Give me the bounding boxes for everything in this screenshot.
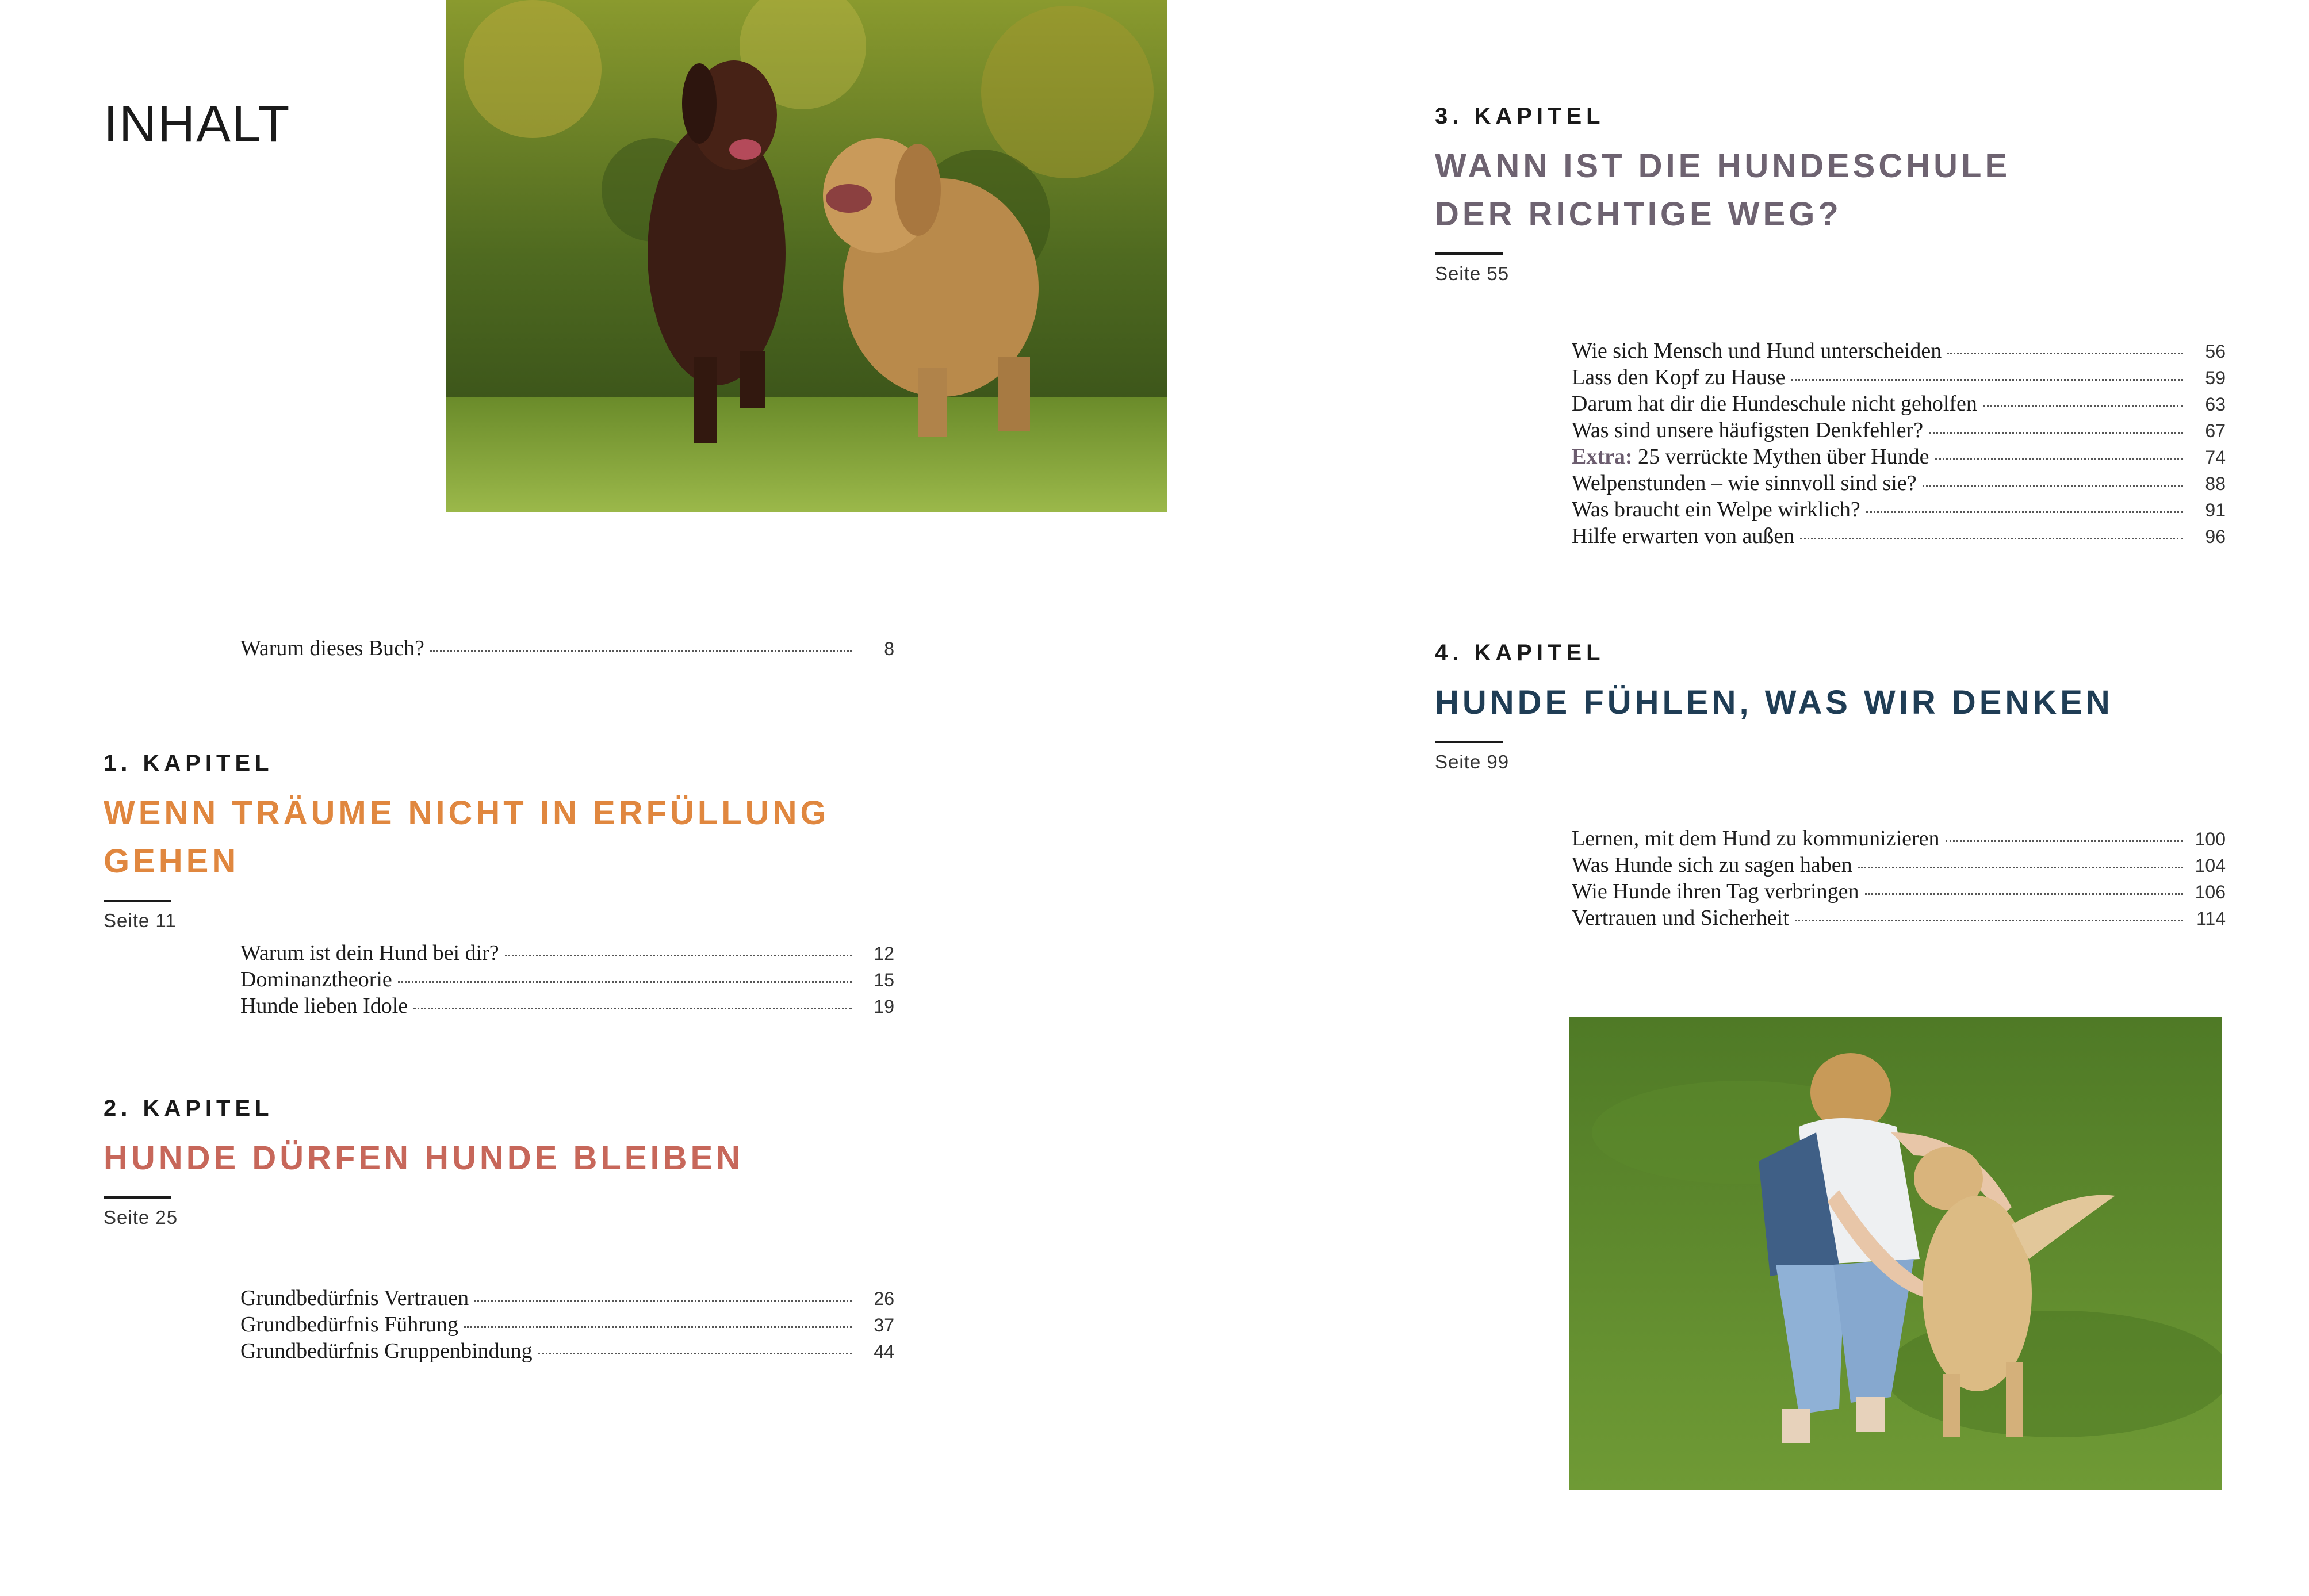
toc-entry-page: 12 bbox=[874, 943, 894, 964]
chapter-2-entries bbox=[240, 1285, 894, 1364]
toc-entry[interactable] bbox=[1572, 523, 2226, 549]
toc-entry-page: 74 bbox=[2205, 447, 2226, 468]
woman-dog-illustration bbox=[1569, 1017, 2222, 1490]
toc-intro[interactable] bbox=[240, 635, 894, 661]
chapter-title: HUNDE DÜRFEN HUNDE BLEIBEN bbox=[104, 1139, 744, 1177]
chapter-title: HUNDE FÜHLEN, WAS WIR DENKEN bbox=[1435, 684, 2113, 721]
chapter-label: 1. KAPITEL bbox=[104, 751, 274, 776]
leader-dots bbox=[538, 1353, 852, 1354]
toc-entry[interactable] bbox=[240, 940, 894, 966]
chapter-rule bbox=[1435, 252, 1503, 255]
chapter-2 bbox=[104, 1096, 920, 1228]
toc-entry-title: Was braucht ein Welpe wirklich? bbox=[1572, 497, 1860, 522]
chapter-page-label: Seite 55 bbox=[1435, 263, 1510, 284]
chapter-4 bbox=[1435, 640, 2240, 773]
toc-entry-page: 114 bbox=[2196, 908, 2226, 929]
toc-entry-page: 59 bbox=[2205, 368, 2226, 388]
toc-entry-page: 96 bbox=[2205, 526, 2226, 547]
chapter-page-label: Seite 25 bbox=[104, 1207, 178, 1228]
toc-entry-page: 63 bbox=[2205, 394, 2226, 415]
leader-dots bbox=[1929, 432, 2183, 434]
toc-entry-title: Hunde lieben Idole bbox=[240, 994, 408, 1018]
leader-dots bbox=[1800, 538, 2183, 539]
leader-dots bbox=[464, 1326, 852, 1328]
leader-dots bbox=[1791, 379, 2183, 381]
toc-entry[interactable] bbox=[240, 635, 894, 661]
toc-entry[interactable] bbox=[240, 1338, 894, 1364]
toc-entry-title: Was sind unsere häufigsten Denkfehler? bbox=[1572, 418, 1924, 442]
toc-entry[interactable] bbox=[1572, 417, 2226, 443]
toc-entry-page: 104 bbox=[2195, 855, 2226, 876]
chapter-4-entries bbox=[1572, 825, 2226, 931]
toc-entry-title bbox=[1572, 443, 1929, 470]
leader-dots bbox=[1983, 405, 2183, 407]
leader-dots bbox=[474, 1300, 852, 1302]
dogs-illustration bbox=[446, 0, 1167, 512]
toc-entry-title: Wie Hunde ihren Tag verbringen bbox=[1572, 879, 1859, 904]
toc-entry-page: 26 bbox=[874, 1288, 894, 1309]
toc-entry-page: 106 bbox=[2195, 882, 2226, 902]
toc-entry-title: Lass den Kopf zu Hause bbox=[1572, 365, 1786, 389]
chapter-1-entries bbox=[240, 940, 894, 1019]
toc-entry[interactable] bbox=[1572, 878, 2226, 905]
toc-entry-page: 19 bbox=[874, 996, 894, 1017]
chapter-rule bbox=[104, 1196, 171, 1199]
photo-two-dogs-running bbox=[446, 0, 1167, 512]
chapter-3 bbox=[1435, 104, 2240, 285]
leader-dots bbox=[1795, 920, 2183, 921]
toc-entry[interactable] bbox=[240, 966, 894, 993]
leader-dots bbox=[1946, 840, 2184, 842]
toc-entry[interactable] bbox=[1572, 496, 2226, 523]
toc-entry[interactable] bbox=[1572, 391, 2226, 417]
photo-woman-with-dog bbox=[1569, 1017, 2222, 1490]
chapter-label: 2. KAPITEL bbox=[104, 1096, 274, 1121]
toc-entry-title: Lernen, mit dem Hund zu kommunizieren bbox=[1572, 826, 1940, 851]
toc-entry-title: Warum ist dein Hund bei dir? bbox=[240, 941, 499, 965]
leader-dots bbox=[1865, 893, 2184, 895]
toc-entry[interactable] bbox=[1572, 443, 2226, 470]
toc-entry-page: 56 bbox=[2205, 341, 2226, 362]
leader-dots bbox=[1923, 485, 2183, 487]
toc-entry-title-text: 25 verrückte Mythen über Hunde bbox=[1632, 445, 1929, 469]
leader-dots bbox=[505, 955, 852, 956]
leader-dots bbox=[1947, 353, 2183, 354]
toc-entry[interactable] bbox=[240, 993, 894, 1019]
leader-dots bbox=[1935, 458, 2183, 460]
toc-entry-page: 37 bbox=[874, 1315, 894, 1335]
toc-entry-title: Was Hunde sich zu sagen haben bbox=[1572, 853, 1852, 877]
toc-entry-title: Warum dieses Buch? bbox=[240, 636, 424, 660]
leader-dots bbox=[1858, 867, 2183, 868]
chapter-3-entries bbox=[1572, 338, 2226, 549]
leader-dots bbox=[430, 650, 852, 652]
toc-entry-title: Vertrauen und Sicherheit bbox=[1572, 906, 1789, 930]
chapter-label: 4. KAPITEL bbox=[1435, 640, 1605, 665]
chapter-rule bbox=[104, 900, 171, 902]
toc-entry[interactable] bbox=[1572, 338, 2226, 364]
toc-entry-page: 15 bbox=[874, 970, 894, 990]
toc-entry[interactable] bbox=[1572, 364, 2226, 391]
toc-entry-title: Dominanztheorie bbox=[240, 967, 392, 992]
toc-entry[interactable] bbox=[240, 1285, 894, 1311]
chapter-page-label: Seite 99 bbox=[1435, 751, 1510, 772]
chapter-page-label: Seite 11 bbox=[104, 910, 177, 931]
toc-entry-page: 44 bbox=[874, 1341, 894, 1362]
toc-entry-title: Grundbedürfnis Gruppenbindung bbox=[240, 1339, 533, 1363]
toc-entry-title: Grundbedürfnis Führung bbox=[240, 1312, 458, 1337]
toc-entry-title: Welpenstunden – wie sinnvoll sind sie? bbox=[1572, 471, 1917, 495]
toc-entry-page: 67 bbox=[2205, 420, 2226, 441]
chapter-title: WENN TRÄUME NICHT IN ERFÜLLUNG GEHEN bbox=[104, 794, 830, 880]
chapter-rule bbox=[1435, 741, 1503, 743]
toc-entry-page: 88 bbox=[2205, 473, 2226, 494]
toc-entry-page: 91 bbox=[2205, 500, 2226, 520]
toc-entry-page: 8 bbox=[884, 638, 894, 659]
chapter-title-line-2: DER RICHTIGE WEG? bbox=[1435, 196, 1842, 233]
toc-entry-title: Grundbedürfnis Vertrauen bbox=[240, 1286, 469, 1310]
toc-entry[interactable] bbox=[1572, 852, 2226, 878]
toc-entry-title: Hilfe erwarten von außen bbox=[1572, 524, 1795, 548]
toc-entry-title: Wie sich Mensch und Hund unterscheiden bbox=[1572, 339, 1942, 363]
toc-entry-page: 100 bbox=[2195, 829, 2226, 849]
leader-dots bbox=[398, 981, 852, 983]
extra-prefix: Extra: bbox=[1572, 445, 1633, 469]
chapter-1 bbox=[104, 751, 920, 932]
toc-entry[interactable] bbox=[1572, 905, 2226, 931]
chapter-label: 3. KAPITEL bbox=[1435, 104, 1605, 129]
chapter-title-line-1: WANN IST DIE HUNDESCHULE bbox=[1435, 147, 2011, 185]
leader-dots bbox=[1866, 511, 2183, 513]
page-title: INHALT bbox=[104, 95, 291, 153]
toc-entry-title: Darum hat dir die Hundeschule nicht geholfen bbox=[1572, 392, 1977, 416]
leader-dots bbox=[413, 1008, 852, 1009]
toc-entry[interactable] bbox=[1572, 825, 2226, 852]
toc-entry[interactable] bbox=[1572, 470, 2226, 496]
toc-entry[interactable] bbox=[240, 1311, 894, 1338]
